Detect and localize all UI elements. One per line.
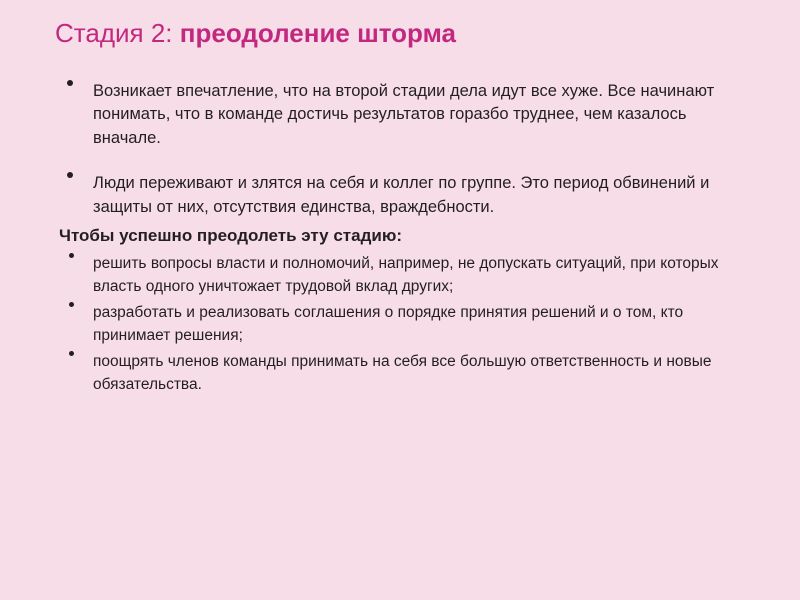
bullet-list-bottom [55,253,755,396]
bullet-list-top [55,80,755,219]
list-item-text: Люди переживают и злятся на себя и коллег по группе. Это период обвинений и защиты от них, отсутствия единства, враждебности. [93,174,710,216]
bullet-marker-icon [67,172,73,178]
list-item-text: решить вопросы власти и полномочий, например, не допускать ситуаций, при которых власть одного уничтожает трудовой вклад других; [93,255,719,295]
page-title-plain: Стадия 2: [55,18,173,48]
list-item [55,80,755,150]
list-item [55,253,755,298]
bullet-marker-icon [69,351,74,356]
slide-body [55,80,755,400]
bullet-marker-icon [69,302,74,307]
list-item-text: поощрять членов команды принимать на себя все большую ответственность и новые обязательства. [93,353,712,393]
bullet-marker-icon [67,80,73,86]
list-item [55,172,755,219]
bullet-marker-icon [69,253,74,258]
list-item [55,351,755,396]
list-item-text: разработать и реализовать соглашения о порядке принятия решений и о том, кто принимает решения; [93,304,684,344]
list-item [55,302,755,347]
subheading: Чтобы успешно преодолеть эту стадию: [59,226,402,246]
list-item-text: Возникает впечатление, что на второй стадии дела идут все хуже. Все начинают понимать, что в команде достичь результатов горазбо труднее, чем казалось вначале. [93,82,715,147]
page-title-bold: преодоление шторма [179,18,456,48]
page-title [55,18,755,49]
